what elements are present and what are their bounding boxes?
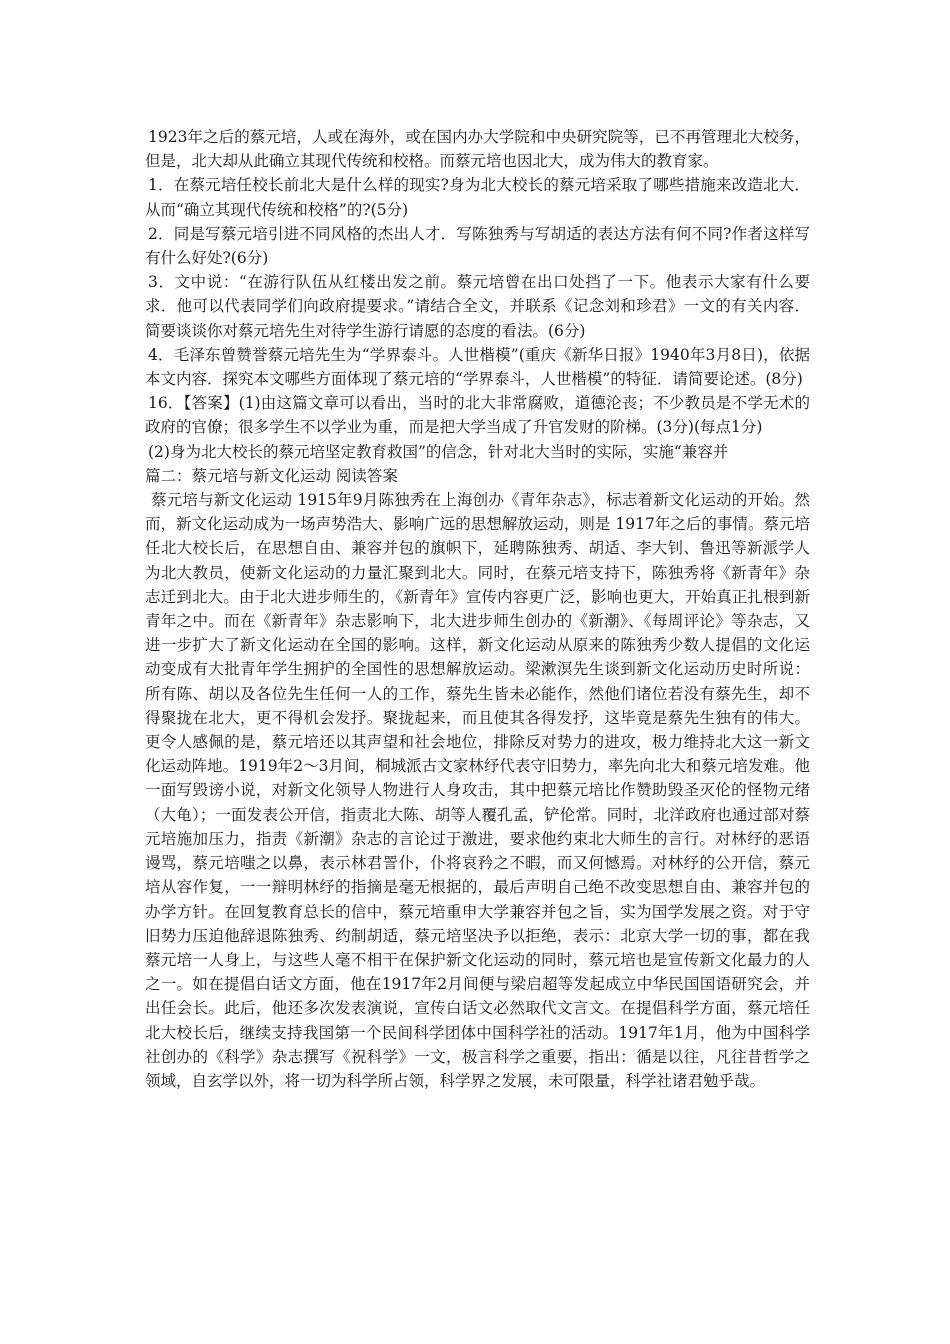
question-4: 4．毛泽东曾赞誉蔡元培先生为“学界泰斗。人世楷模”(重庆《新华日报》1940年3月8日)，依据本文内容．探究本文哪些方面体现了蔡元培的“学界泰斗，人世楷模”的特征．请简要论述。(8分) xyxy=(145,345,810,389)
question-3: 3．文中说：“在游行队伍从红楼出发之前。蔡元培曾在出口处挡了一下。他表示大家有什么要求．他可以代表同学们向政府提要求。”请结合全文，并联系《记念刘和珍君》一文的有关内容．简要谈谈你对蔡元培先生对待学生游行请愿的态度的看法。(6分) xyxy=(145,273,810,340)
intro-paragraph: 1923年之后的蔡元培，人或在海外，或在国内办大学院和中央研究院等，已不再管理北大校务，但是，北大却从此确立其现代传统和校格。而蔡元培也因北大，成为伟大的教育家。 xyxy=(145,128,810,171)
body-paragraph: 蔡元培与新文化运动 1915年9月陈独秀在上海创办《青年杂志》，标志着新文化运动的开始。然而，新文化运动成为一场声势浩大、影响广远的思想解放运动，则是 1917年之后的事情。蔡元培任北大校长后，在思想自由、兼容并包的旗帜下，延聘陈独秀、胡适、李大钊、鲁迅等新派学人为北大教员，使新文化运动的力量汇聚到北大。同时，在蔡元培支持下，陈独秀将《新青年》杂志迁到北大。由于北大进步师生的，《新青年》宣传内容更广泛，影响也更大，开始真正扎根到新青年之中。而在《新青年》杂志影响下，北大进步师生创办的《新潮》、《每周评论》等杂志，又进一步扩大了新文化运动在全国的影响。这样，新文化运动从原来的陈独秀少数人提倡的文化运动变成有大批青年学生拥护的全国性的思想解放运动。梁漱溟先生谈到新文化运动历史时所说：所有陈、胡以及各位先生任何一人的工作，蔡先生皆未必能作，然他们诸位若没有蔡先生，却不得聚拢在北大，更不得机会发抒。聚拢起来，而且使其各得发抒，这毕竟是蔡先生独有的伟大。更令人感佩的是，蔡元培还以其声望和社会地位，排除反对势力的进攻，极力维持北大这一新文化运动阵地。1919年2～3月间，桐城派古文家林纾代表守旧势力，率先向北大和蔡元培发难。他一面写毁谤小说，对新文化领导人物进行人身攻击，其中把蔡元培比作赞助毁圣灭伦的怪物元绪（大龟）；一面发表公开信，指责北大陈、胡等人覆孔孟，铲伦常。同时，北洋政府也通过部对蔡元培施加压力，指责《新潮》杂志的言论过于激进，要求他约束北大师生的言行。对林纾的恶语谩骂，蔡元培嗤之以鼻，表示林君詈仆，仆将哀矜之不暇，而又何憾焉。对林纾的公开信，蔡元培从容作复，一一辩明林纾的指摘是毫无根据的，最后声明自己绝不改变思想自由、兼容并包的办学方针。在回复教育总长的信中，蔡元培重申大学兼容并包之旨，实为国学发展之资。对于守旧势力压迫他辞退陈独秀、约制胡适，蔡元培坚决予以拒绝，表示：北京大学一切的事，都在我蔡元培一人身上，与这些人毫不相干在保护新文化运动的同时，蔡元培也是宣传新文化最力的人之一。如在提倡白话文方面，他在1917年2月间便与梁启超等发起成立中华民国国语研究会，并出任会长。此后，他还多次发表演说，宣传白话文必然取代文言文。在提倡科学方面，蔡元培任北大校长后，继续支持我国第一个民间科学团体中国科学社的活动。1917年1月，他为中国科学社创办的《科学》杂志撰写《祝科学》一文，极言科学之重要，指出：循是以往，凡往昔哲学之领域，自玄学以外，将一切为科学所占领，科学界之发展，未可限量，科学社诸君勉乎哉。 xyxy=(145,491,810,1090)
answer-paragraph: 16．【答案】(1)由这篇文章可以看出，当时的北大非常腐败，道德沦丧；不少教员是不学无术的政府的官僚；很多学生不以学业为重，而是把大学当成了升官发财的阶梯。(3分)(每点1分) xyxy=(145,394,810,437)
answer-part-2: (2)身为北大校长的蔡元培坚定教育救国”的信念，针对北大当时的实际，实施“兼容并 xyxy=(148,442,729,461)
question-2: 2．同是写蔡元培引进不同风格的杰出人才．写陈独秀与写胡适的表达方法有何不同?作者这样写有什么好处?(6分) xyxy=(145,224,810,268)
section-heading: 篇二：蔡元培与新文化运动 阅读答案 xyxy=(145,466,398,485)
question-1: 1．在蔡元培任校长前北大是什么样的现实?身为北大校长的蔡元培采取了哪些措施来改造北大．从而“确立其现代传统和校格”的?(5分) xyxy=(145,176,810,219)
document-page xyxy=(145,125,810,1093)
